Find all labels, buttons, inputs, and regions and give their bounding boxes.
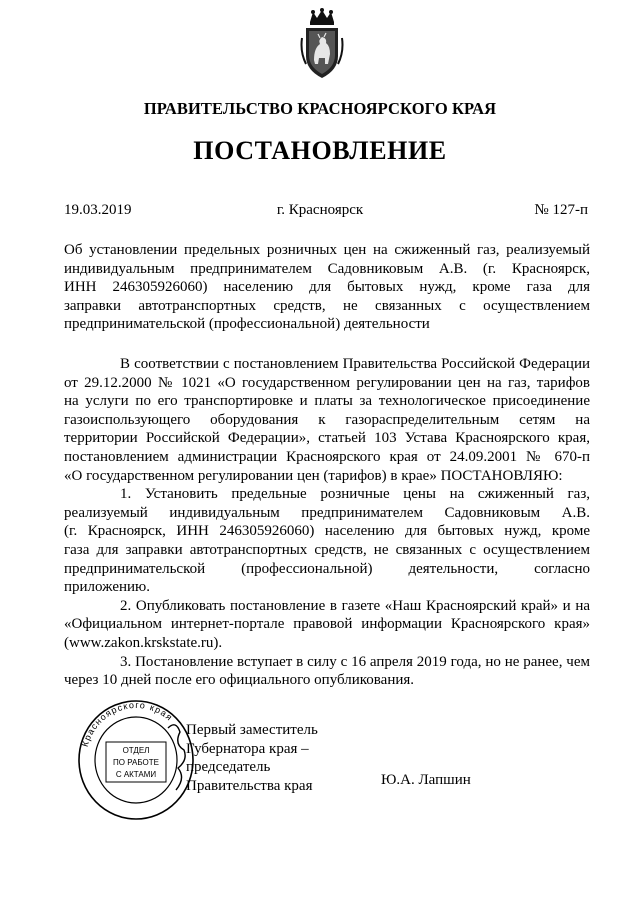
- document-body: [64, 355, 590, 690]
- position-line: Губернатора края –: [186, 740, 309, 757]
- document-type-heading: ПОСТАНОВЛЕНИЕ: [193, 136, 447, 165]
- signatory-name: Ю.А. Лапшин: [381, 772, 471, 788]
- svg-text:Красноярского края: Красноярского края: [79, 699, 175, 748]
- svg-text:ОТДЕЛ: ОТДЕЛ: [122, 746, 150, 755]
- stamp-seal: [76, 698, 196, 822]
- body-line: от 29.12.2000 № 1021 «О государственном регулировании цен на газ, тарифов: [64, 374, 590, 391]
- position-line: Правительства края: [186, 777, 313, 794]
- body-line: газоиспользующего оборудования к газораспределительным сетям на: [64, 411, 590, 428]
- body-line: газа для заправки автотранспортных средств, не связанных с осуществлением: [64, 541, 590, 558]
- body-line: приложению.: [64, 579, 151, 596]
- subject-line: заправки автотранспортных средств, не связанных с осуществлением: [64, 297, 590, 314]
- body-line: (www.zakon.krskstate.ru).: [64, 634, 223, 651]
- organization-title: ПРАВИТЕЛЬСТВО КРАСНОЯРСКОГО КРАЯ: [143, 99, 497, 118]
- body-line: (г. Красноярск, ИНН 246305926060) населению для бытовых нужд, кроме: [64, 523, 590, 540]
- body-line: реализуемый индивидуальным предпринимателем Садовниковым А.В.: [64, 504, 590, 521]
- svg-text:С АКТАМИ: С АКТАМИ: [115, 770, 157, 779]
- body-line: постановлением администрации Красноярского края от 24.09.2001 № 670-п: [64, 448, 590, 465]
- subject-line: индивидуальным предпринимателем Садовниковым А.В. (г. Красноярск,: [64, 260, 590, 277]
- position-line: председатель: [186, 759, 271, 776]
- document-date: 19.03.2019: [64, 202, 132, 218]
- body-line: В соответствии с постановлением Правительства Российской Федерации: [120, 356, 590, 372]
- body-line: 2. Опубликовать постановление в газете «Наш Красноярский край» и на: [120, 597, 590, 614]
- body-line: 3. Постановление вступает в силу с 16 апреля 2019 года, но не ранее, чем: [120, 653, 590, 670]
- position-line: Первый заместитель: [186, 722, 318, 738]
- body-line: «Официальном интернет-портале правовой информации Красноярского края»: [64, 616, 590, 633]
- signatory-position: [186, 721, 318, 795]
- body-line: «О государственном регулировании цен (тарифов) в крае» ПОСТАНОВЛЯЮ:: [64, 467, 563, 484]
- document-city: г. Красноярск: [276, 202, 364, 218]
- coat-of-arms-icon: [300, 8, 344, 82]
- body-line: через 10 дней после его официального опубликования.: [64, 672, 415, 689]
- subject-line: ИНН 246305926060) населению для бытовых нужд, кроме газа для: [64, 279, 590, 296]
- body-line: 1. Установить предельные розничные цены на сжиженный газ,: [120, 486, 590, 503]
- subject-line: предпринимательской (профессиональной) деятельности: [64, 316, 430, 333]
- document-subject: [64, 241, 590, 334]
- subject-line: Об установлении предельных розничных цен на сжиженный газ, реализуемый: [64, 242, 590, 258]
- document-number: № 127-п: [534, 202, 588, 218]
- svg-text:ПО РАБОТЕ: ПО РАБОТЕ: [113, 758, 159, 767]
- body-line: предпринимательской (профессиональной) деятельности, согласно: [64, 560, 590, 577]
- body-line: на услуги по его транспортировке и платы за технологическое присоединение: [64, 393, 590, 410]
- body-line: территории Российской Федерации», статьей 103 Устава Красноярского края,: [64, 430, 590, 447]
